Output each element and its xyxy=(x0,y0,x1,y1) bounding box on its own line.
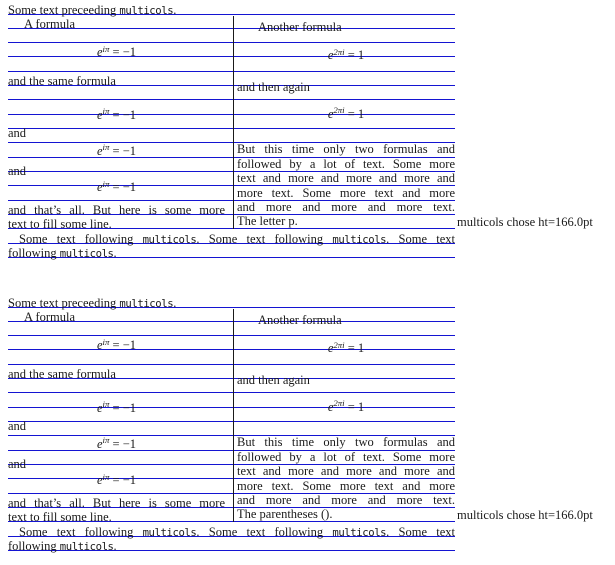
typewriter-text: multicols xyxy=(332,233,387,246)
formula-base: e xyxy=(96,338,103,353)
roman-text: and that’s all. But here is some more xyxy=(8,495,225,510)
formula-rhs: = 1 xyxy=(344,48,365,63)
left-column-line xyxy=(8,497,225,510)
right-column-line xyxy=(237,374,310,387)
formula-rhs: = −1 xyxy=(109,180,137,195)
right-column-rule xyxy=(233,42,455,43)
right-column-line xyxy=(237,480,455,493)
right-column-line xyxy=(237,436,455,449)
roman-text: text and more and more and more and xyxy=(237,171,455,186)
formula-rhs: = 1 xyxy=(344,341,365,356)
roman-text: . xyxy=(113,245,117,260)
formula-exponent: 2πi xyxy=(333,46,345,57)
formula-left xyxy=(8,142,225,158)
left-column-rule xyxy=(8,364,233,365)
left-column-rule xyxy=(8,171,233,172)
typewriter-text: multicols xyxy=(59,540,114,553)
left-column-rule xyxy=(8,99,233,100)
formula-left xyxy=(8,106,225,122)
roman-text: Some text preceeding xyxy=(8,295,120,310)
roman-text: and then again xyxy=(237,80,310,95)
roman-text: and xyxy=(8,164,27,179)
roman-text: text and more and more and more and xyxy=(237,464,455,479)
right-column-rule xyxy=(233,228,455,229)
right-column-line xyxy=(237,451,455,464)
formula-exponent: iπ xyxy=(102,178,110,189)
following-text xyxy=(8,526,455,539)
following-text xyxy=(8,233,455,246)
roman-text: and the same formula xyxy=(8,74,116,89)
following-text xyxy=(8,540,117,553)
left-column-rule xyxy=(8,392,233,393)
right-column-line xyxy=(237,172,455,185)
roman-text: Some text following xyxy=(19,524,143,539)
roman-text: Another formula xyxy=(258,312,342,327)
right-column-rule xyxy=(233,364,455,365)
left-column-line xyxy=(8,420,26,433)
left-column-line xyxy=(8,458,26,471)
formula-exponent: iπ xyxy=(102,43,110,54)
typewriter-text: multicols xyxy=(142,233,197,246)
column-divider xyxy=(233,16,234,230)
roman-text: Some text following xyxy=(19,231,143,246)
formula-rhs: = −1 xyxy=(109,400,137,415)
formula-exponent: 2πi xyxy=(333,105,345,116)
roman-text: A formula xyxy=(24,309,76,324)
formula-rhs: = −1 xyxy=(109,45,137,60)
formula-base: e xyxy=(327,399,334,414)
roman-text: and more and more and more text. xyxy=(237,492,455,507)
formula-exponent: iπ xyxy=(102,336,110,347)
formula-base: e xyxy=(327,106,334,121)
roman-text: But this time only two formulas and xyxy=(237,141,455,156)
right-column-rule xyxy=(233,128,455,129)
left-column-line xyxy=(8,204,225,217)
formula-rhs: = −1 xyxy=(109,473,137,488)
left-column-line xyxy=(8,75,116,88)
roman-text: . xyxy=(173,2,177,17)
left-column-rule xyxy=(8,200,233,201)
right-column-line xyxy=(237,494,455,507)
formula-right xyxy=(237,46,455,63)
formula-right xyxy=(237,398,455,414)
roman-text: . xyxy=(113,538,117,553)
roman-text: Some text preceeding xyxy=(8,2,120,17)
preceding-text xyxy=(8,4,176,17)
roman-text: more text. Some more text and more xyxy=(237,185,455,200)
formula-base: e xyxy=(96,143,103,158)
right-column-rule xyxy=(233,71,455,72)
roman-text: and xyxy=(8,457,27,472)
roman-text: text to fill some line. xyxy=(8,510,112,525)
roman-text: . Some text xyxy=(386,231,455,246)
formula-exponent: 2πi xyxy=(333,339,345,350)
roman-text: A formula xyxy=(24,16,76,31)
roman-text: . xyxy=(173,295,177,310)
formula-rhs: = −1 xyxy=(109,143,137,158)
typewriter-text: multicols xyxy=(332,526,387,539)
formula-left xyxy=(8,399,225,415)
formula-right xyxy=(237,105,455,121)
left-column-rule xyxy=(8,493,233,494)
right-column-line xyxy=(237,465,455,478)
height-annotation: multicols chose ht=166.0pt xyxy=(457,215,593,230)
right-column-line xyxy=(237,215,298,228)
left-column-rule xyxy=(8,464,233,465)
formula-base: e xyxy=(327,341,334,356)
left-column-line xyxy=(24,18,75,31)
roman-text: following xyxy=(8,245,60,260)
roman-text: more text. Some more text and more xyxy=(237,478,455,493)
left-column-rule xyxy=(8,128,233,129)
roman-text: . Some text xyxy=(386,524,455,539)
left-column-rule xyxy=(8,42,233,43)
right-column-rule xyxy=(233,521,455,522)
left-column-line xyxy=(8,368,116,381)
formula-left xyxy=(8,336,225,353)
formula-base: e xyxy=(96,473,103,488)
roman-text: . Some text following xyxy=(196,524,333,539)
left-column-line xyxy=(8,127,26,140)
formula-rhs: = 1 xyxy=(344,399,365,414)
formula-rhs: = −1 xyxy=(109,107,137,122)
right-column-line xyxy=(258,21,342,34)
formula-exponent: iπ xyxy=(102,399,110,410)
formula-left xyxy=(8,435,225,451)
roman-text: But this time only two formulas and xyxy=(237,434,455,449)
formula-left xyxy=(8,43,225,60)
formula-exponent: iπ xyxy=(102,435,110,446)
left-column-rule xyxy=(8,71,233,72)
left-column-line xyxy=(8,165,26,178)
left-column-rule xyxy=(8,335,233,336)
formula-left xyxy=(8,471,225,488)
roman-text: text to fill some line. xyxy=(8,217,112,232)
formula-exponent: iπ xyxy=(102,142,110,153)
formula-exponent: iπ xyxy=(102,106,110,117)
roman-text: and xyxy=(8,126,27,141)
formula-rhs: = −1 xyxy=(109,436,137,451)
formula-base: e xyxy=(96,180,103,195)
right-column-rule xyxy=(233,335,455,336)
roman-text: and the same formula xyxy=(8,367,116,382)
formula-base: e xyxy=(96,400,103,415)
column-divider xyxy=(233,309,234,523)
formula-base: e xyxy=(96,45,103,60)
roman-text: and xyxy=(8,419,27,434)
right-column-line xyxy=(237,143,455,156)
formula-right xyxy=(237,339,455,356)
right-column-line xyxy=(258,314,342,327)
formula-rhs: = 1 xyxy=(344,106,365,121)
roman-text: Another formula xyxy=(258,19,342,34)
right-column-rule xyxy=(233,99,455,100)
formula-exponent: 2πi xyxy=(333,398,345,409)
typewriter-text: multicols xyxy=(59,247,114,260)
right-column-rule xyxy=(233,392,455,393)
formula-rhs: = −1 xyxy=(109,338,137,353)
formula-base: e xyxy=(327,48,334,63)
roman-text: followed by a lot of text. Some more xyxy=(237,450,455,465)
height-annotation: multicols chose ht=166.0pt xyxy=(457,508,593,523)
roman-text: . Some text following xyxy=(196,231,333,246)
left-column-line xyxy=(8,511,112,524)
roman-text: and then again xyxy=(237,373,310,388)
right-column-rule xyxy=(233,421,455,422)
right-column-line xyxy=(237,158,455,171)
roman-text: The parentheses (). xyxy=(237,507,333,522)
roman-text: following xyxy=(8,538,60,553)
following-text xyxy=(8,247,117,260)
preceding-text xyxy=(8,297,176,310)
right-column-line xyxy=(237,201,455,214)
right-column-line xyxy=(237,187,455,200)
typewriter-text: multicols xyxy=(119,297,174,310)
formula-exponent: iπ xyxy=(102,471,110,482)
right-column-line xyxy=(237,508,332,521)
roman-text: and more and more and more text. xyxy=(237,199,455,214)
typewriter-text: multicols xyxy=(119,4,174,17)
formula-base: e xyxy=(96,107,103,122)
typewriter-text: multicols xyxy=(142,526,197,539)
roman-text: The letter p. xyxy=(237,214,298,229)
formula-left xyxy=(8,178,225,195)
left-column-rule xyxy=(8,421,233,422)
roman-text: followed by a lot of text. Some more xyxy=(237,157,455,172)
roman-text: and that’s all. But here is some more xyxy=(8,202,225,217)
left-column-line xyxy=(24,311,75,324)
left-column-line xyxy=(8,218,112,231)
formula-base: e xyxy=(96,436,103,451)
right-column-line xyxy=(237,81,310,94)
